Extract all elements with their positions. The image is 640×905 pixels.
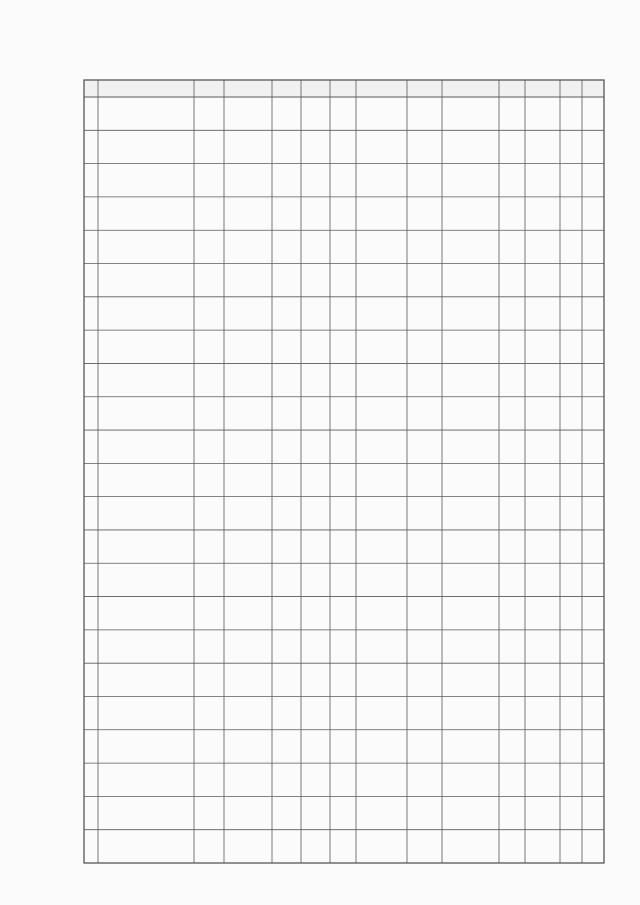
header-band [84,80,604,97]
table-border [84,80,604,863]
column-rules [98,80,582,863]
row-separators [84,97,604,830]
